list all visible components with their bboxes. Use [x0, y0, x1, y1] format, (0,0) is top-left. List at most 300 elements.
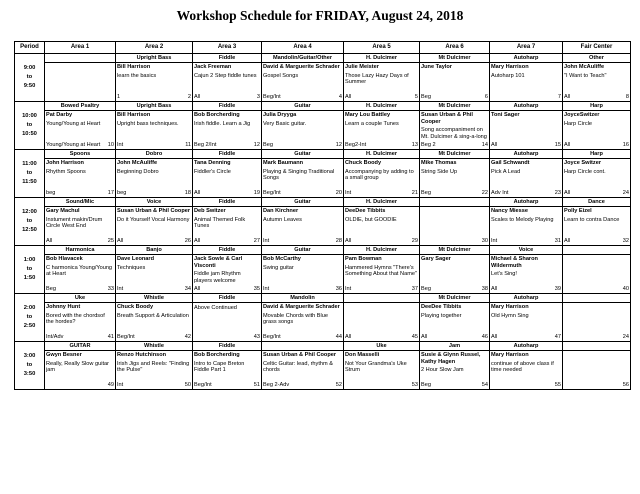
- cell-footer: [564, 94, 629, 101]
- workshop-number: 11: [185, 142, 191, 148]
- workshop-cell: [262, 102, 344, 150]
- cell-footer: [263, 94, 342, 101]
- level-label: All: [564, 142, 571, 148]
- workshop-cell: [490, 246, 563, 294]
- workshop-number: 10: [107, 142, 114, 148]
- instrument-label: H. Dulcimer: [344, 198, 419, 207]
- cell-footer: [263, 286, 342, 293]
- workshop-description: 2 Hour Slow Jam: [421, 367, 464, 374]
- level-label: All: [117, 238, 124, 244]
- workshop-cell: [344, 150, 420, 198]
- instrument-label: H. Dulcimer: [344, 246, 419, 255]
- teacher-name: Johnny Hunt: [46, 304, 81, 310]
- level-label: Beg/Int: [263, 190, 281, 196]
- level-label: Beg/Int: [263, 94, 281, 100]
- workshop-number: 33: [107, 286, 114, 292]
- instrument-label: Upright Bass: [116, 54, 192, 63]
- workshop-description: Young/Young at Heart: [46, 120, 101, 127]
- workshop-cell: [193, 246, 262, 294]
- workshop-cell: [420, 294, 490, 342]
- workshop-number: 39: [554, 286, 561, 292]
- period-time: 9:00: [23, 65, 36, 72]
- teacher-name: Bob Borcherding: [194, 352, 240, 358]
- cell-footer: [421, 190, 488, 197]
- workshop-cell: [563, 198, 631, 246]
- workshop-number: 52: [335, 382, 342, 388]
- cell-footer: [564, 334, 629, 341]
- cell-footer: [345, 334, 418, 341]
- level-label: Beg/Int: [117, 334, 135, 340]
- cell-footer: [491, 382, 561, 389]
- teacher-name: Gail Schwandt: [491, 160, 530, 166]
- instrument-label: [563, 246, 630, 255]
- level-label: Int: [117, 382, 124, 388]
- cell-footer: [117, 334, 191, 341]
- teacher-name: Mary Harrison: [491, 352, 529, 358]
- workshop-description: Fiddler's Circle: [194, 168, 231, 175]
- level-label: beg: [117, 190, 127, 196]
- level-label: All: [46, 238, 53, 244]
- period-time: 12:00: [22, 209, 37, 216]
- workshop-number: 34: [184, 286, 191, 292]
- workshop-number: 54: [481, 382, 488, 388]
- instrument-label: Guitar: [262, 102, 343, 111]
- workshop-description: Irish fiddle. Learn a Jig: [194, 120, 251, 127]
- level-label: All: [194, 238, 201, 244]
- instrument-label: [420, 198, 489, 207]
- instrument-label: Fiddle: [193, 102, 261, 111]
- cell-footer: [263, 382, 342, 389]
- workshop-description: Swing guitar: [263, 264, 294, 271]
- workshop-description: Pick A Lead: [491, 168, 521, 175]
- workshop-description: Animal Themed Folk Tunes: [194, 216, 246, 230]
- instrument-label: Harmonica: [45, 246, 115, 255]
- level-label: Beg: [421, 94, 431, 100]
- workshop-cell: [45, 246, 116, 294]
- workshop-description: Rhythm Spoons: [46, 168, 86, 175]
- workshop-number: 38: [481, 286, 488, 292]
- instrument-label: Spoons: [45, 150, 115, 159]
- workshop-number: 56: [622, 382, 629, 388]
- level-label: All: [345, 334, 352, 340]
- header-cell: Area 4: [262, 42, 344, 54]
- workshop-cell: [116, 102, 193, 150]
- cell-footer: [491, 94, 561, 101]
- workshop-description: OLDIE, but GOODIE: [345, 216, 397, 223]
- teacher-name: Susan Urban & Phil Cooper: [263, 352, 337, 358]
- cell-footer: [345, 382, 418, 389]
- cell-footer: [421, 334, 488, 341]
- instrument-label: Banjo: [116, 246, 192, 255]
- workshop-number: 28: [335, 238, 342, 244]
- instrument-label: Other: [563, 54, 630, 63]
- header-cell: Area 5: [344, 42, 420, 54]
- period-cell: [15, 246, 45, 294]
- workshop-number: 37: [411, 286, 418, 292]
- header-cell: Area 2: [116, 42, 193, 54]
- cell-footer: [117, 190, 191, 197]
- workshop-description: Playing together: [421, 312, 462, 319]
- workshop-cell: [344, 198, 420, 246]
- workshop-description: Song accompaniment on Mt. Dulcimer & sing-a-long: [421, 127, 487, 141]
- teacher-name: John Harrison: [46, 160, 84, 166]
- instrument-label: Jam: [420, 342, 489, 351]
- instrument-label: [344, 294, 419, 303]
- teacher-name: John McAuliffe: [564, 64, 605, 70]
- workshop-description: String Side Up: [421, 168, 458, 175]
- cell-footer: [194, 286, 260, 293]
- cell-footer: [564, 190, 629, 197]
- workshop-number: 31: [554, 238, 561, 244]
- level-label: All: [194, 94, 201, 100]
- level-label: Int: [263, 286, 270, 292]
- workshop-description: Autumn Leaves: [263, 216, 302, 223]
- period-time: to: [26, 122, 33, 129]
- workshop-number: 27: [253, 238, 260, 244]
- instrument-label: Autoharp: [490, 54, 562, 63]
- cell-footer: [263, 190, 342, 197]
- instrument-label: Autoharp: [490, 102, 562, 111]
- workshop-cell: [45, 150, 116, 198]
- level-label: Beg 2-Adv: [263, 382, 290, 388]
- instrument-label: Autoharp: [490, 150, 562, 159]
- instrument-label: Harp: [563, 150, 630, 159]
- workshop-cell: [490, 54, 563, 102]
- workshop-number: 47: [554, 334, 561, 340]
- instrument-label: Mt Dulcimer: [420, 102, 489, 111]
- workshop-cell: [490, 150, 563, 198]
- workshop-cell: [490, 294, 563, 342]
- workshop-number: 12: [253, 142, 260, 148]
- workshop-cell: [420, 54, 490, 102]
- cell-footer: [117, 238, 191, 245]
- workshop-number: 7: [557, 94, 561, 100]
- workshop-description: Those Lazy Hazy Days of Summer: [345, 72, 409, 86]
- workshop-number: 30: [481, 238, 488, 244]
- workshop-number: 15: [554, 142, 561, 148]
- instrument-label: Voice: [490, 246, 562, 255]
- instrument-label: [262, 342, 343, 351]
- period-time: 10:50: [22, 130, 37, 137]
- workshop-number: 55: [554, 382, 561, 388]
- level-label: All: [345, 94, 352, 100]
- workshop-description: Gospel Songs: [263, 72, 299, 79]
- teacher-name: DeeDee Tibbits: [345, 208, 386, 214]
- cell-footer: [117, 94, 191, 101]
- level-label: All: [564, 94, 571, 100]
- workshop-cell: [563, 102, 631, 150]
- level-label: Beg: [46, 286, 56, 292]
- teacher-name: Bill Harrison: [117, 112, 151, 118]
- period-time: to: [26, 266, 33, 273]
- workshop-number: 20: [335, 190, 342, 196]
- teacher-name: Tana Denning: [194, 160, 231, 166]
- header-cell: Area 1: [45, 42, 116, 54]
- workshop-description: Learn to contra Dance: [564, 216, 620, 223]
- cell-footer: [46, 190, 114, 197]
- instrument-label: Sound/Mic: [45, 198, 115, 207]
- instrument-label: Autoharp: [490, 198, 562, 207]
- teacher-name: Mike Thomas: [421, 160, 457, 166]
- period-time: 2:00: [23, 305, 36, 312]
- cell-footer: [117, 382, 191, 389]
- workshop-description: Movable Chords with Blue grass songs: [263, 312, 328, 326]
- cell-footer: [491, 238, 561, 245]
- teacher-name: Mary Lou Battley: [345, 112, 391, 118]
- workshop-cell: [262, 342, 344, 390]
- workshop-description: Cajun 2 Step fiddle tunes: [194, 72, 257, 79]
- teacher-name: Joyce Switzer: [564, 160, 601, 166]
- workshop-cell: [344, 342, 420, 390]
- period-time: to: [26, 362, 33, 369]
- period-time: 2:50: [23, 322, 36, 329]
- teacher-name: Don Masselli: [345, 352, 380, 358]
- period-time: 12:50: [22, 226, 37, 233]
- workshop-number: 50: [184, 382, 191, 388]
- level-label: beg: [46, 190, 56, 196]
- level-label: Int: [117, 286, 124, 292]
- workshop-cell: [262, 54, 344, 102]
- cell-footer: [345, 190, 418, 197]
- workshop-cell: [262, 150, 344, 198]
- workshop-number: 21: [411, 190, 418, 196]
- instrument-label: Fiddle: [193, 342, 261, 351]
- level-label: Beg: [421, 190, 431, 196]
- workshop-cell: [45, 54, 116, 102]
- instrument-label: H. Dulcimer: [344, 102, 419, 111]
- cell-footer: [345, 286, 418, 293]
- workshop-description: Let's Sing!: [491, 271, 517, 278]
- level-label: Beg: [421, 382, 431, 388]
- cell-footer: [46, 238, 114, 245]
- teacher-name: Dave Leonard: [117, 256, 154, 262]
- workshop-description: Hammered Hymns "There's Something About that Name": [345, 264, 417, 278]
- level-label: All: [564, 238, 571, 244]
- instrument-label: Mandolin: [262, 294, 343, 303]
- instrument-label: Mt Dulcimer: [420, 54, 489, 63]
- teacher-name: Gary Machul: [46, 208, 80, 214]
- workshop-description: Learn a couple Tunes: [345, 120, 399, 127]
- workshop-description: Upright bass techniques.: [117, 120, 179, 127]
- instrument-label: Fiddle: [193, 150, 261, 159]
- period-time: 1:50: [23, 274, 36, 281]
- workshop-cell: [193, 150, 262, 198]
- period-time: to: [26, 314, 33, 321]
- workshop-number: 35: [253, 286, 260, 292]
- workshop-description: Harp Circle cont.: [564, 168, 606, 175]
- header-cell: Area 7: [490, 42, 563, 54]
- workshop-number: 16: [622, 142, 629, 148]
- teacher-name: Bill Harrison: [117, 64, 151, 70]
- workshop-cell: [344, 54, 420, 102]
- teacher-name: Deb Switzer: [194, 208, 226, 214]
- level-label: Beg: [421, 286, 431, 292]
- instrument-label: Fiddle: [193, 294, 261, 303]
- cell-footer: [194, 238, 260, 245]
- period-time: to: [26, 218, 33, 225]
- workshop-number: 19: [253, 190, 260, 196]
- workshop-number: 25: [107, 238, 114, 244]
- level-label: Beg 2/Int: [194, 142, 217, 148]
- instrument-label: H. Dulcimer: [344, 54, 419, 63]
- workshop-description: Instument makin/Drum Circle West End: [46, 216, 103, 230]
- workshop-description: Celtic Guitar: lead, rhythm & chords: [263, 360, 333, 374]
- teacher-name: Bob McCarthy: [263, 256, 301, 262]
- workshop-cell: [563, 246, 631, 294]
- level-label: Young/Young at Heart: [46, 142, 101, 148]
- workshop-number: 22: [481, 190, 488, 196]
- teacher-name: Bob Hlavacek: [46, 256, 83, 262]
- workshop-number: 24: [622, 334, 629, 340]
- instrument-label: Fiddle: [193, 54, 261, 63]
- period-cell: [15, 198, 45, 246]
- workshop-number: 2: [187, 94, 191, 100]
- period-time: 11:00: [22, 161, 37, 168]
- workshop-cell: [563, 342, 631, 390]
- teacher-name: Renzo Hutchinson: [117, 352, 167, 358]
- header-cell: Period: [15, 42, 45, 54]
- cell-footer: [46, 94, 114, 101]
- instrument-label: Guitar: [262, 198, 343, 207]
- instrument-label: Whistle: [116, 294, 192, 303]
- level-label: Int: [345, 190, 352, 196]
- instrument-label: [45, 54, 115, 63]
- workshop-number: 46: [481, 334, 488, 340]
- workshop-cell: [563, 294, 631, 342]
- workshop-description: Intro to Cape Breton Fiddle Part 1: [194, 360, 245, 374]
- instrument-label: Mt Dulcimer: [420, 150, 489, 159]
- cell-footer: [491, 190, 561, 197]
- cell-footer: [194, 382, 260, 389]
- level-label: Int: [263, 238, 270, 244]
- instrument-label: Fiddle: [193, 246, 261, 255]
- period-time: 9:50: [23, 82, 36, 89]
- instrument-label: Uke: [45, 294, 115, 303]
- workshop-description: Techniques: [117, 264, 146, 271]
- cell-footer: [564, 286, 629, 293]
- teacher-name: Susan Urban & Phil Cooper: [421, 112, 473, 125]
- workshop-cell: [116, 246, 193, 294]
- workshop-description: C harmonica Young/Young at Heart: [46, 264, 113, 278]
- level-label: All: [194, 286, 201, 292]
- workshop-number: 8: [625, 94, 629, 100]
- workshop-cell: [344, 246, 420, 294]
- level-label: Beg 2: [421, 142, 436, 148]
- teacher-name: Bob Borcherding: [194, 112, 240, 118]
- cell-footer: [194, 94, 260, 101]
- level-label: All: [421, 334, 428, 340]
- period-time: 10:00: [22, 113, 37, 120]
- instrument-label: Harp: [563, 102, 630, 111]
- instrument-label: Guitar: [262, 150, 343, 159]
- cell-footer: [194, 334, 260, 341]
- workshop-number: 5: [414, 94, 418, 100]
- period-cell: [15, 150, 45, 198]
- workshop-description: Bored with the chordsof the hordes?: [46, 312, 105, 326]
- teacher-name: June Taylor: [421, 64, 452, 70]
- teacher-name: Gwyn Besner: [46, 352, 82, 358]
- teacher-name: Nancy Miesse: [491, 208, 529, 214]
- level-label: Adv Int: [491, 190, 509, 196]
- workshop-number: 6: [484, 94, 488, 100]
- teacher-name: David & Marguerite Schrader: [263, 304, 340, 310]
- teacher-name: Dan Kirchner: [263, 208, 299, 214]
- workshop-number: 51: [253, 382, 260, 388]
- workshop-cell: [116, 294, 193, 342]
- teacher-name: Mary Harrison: [491, 304, 529, 310]
- instrument-label: Fiddle: [193, 198, 261, 207]
- period-cell: [15, 54, 45, 102]
- header-row: [15, 42, 631, 54]
- cell-footer: [421, 286, 488, 293]
- teacher-name: David & Marguerite Schrader: [263, 64, 340, 70]
- header-cell: Fair Center: [563, 42, 631, 54]
- instrument-label: Guitar: [262, 246, 343, 255]
- time-slot-row: [15, 150, 631, 198]
- period-time: 11:50: [22, 178, 37, 185]
- time-slot-row: [15, 102, 631, 150]
- level-label: All: [491, 334, 498, 340]
- workshop-description: Autoharp 101: [491, 72, 525, 79]
- workshop-number: 3: [256, 94, 260, 100]
- workshop-cell: [193, 294, 262, 342]
- workshop-number: 23: [554, 190, 561, 196]
- cell-footer: [421, 94, 488, 101]
- cell-footer: [117, 286, 191, 293]
- instrument-label: Dance: [563, 198, 630, 207]
- teacher-name: DeeDee Tibbits: [421, 304, 462, 310]
- cell-footer: [491, 142, 561, 149]
- workshop-description: Above Continued: [194, 305, 237, 311]
- teacher-name: Susan Urban & Phil Cooper: [117, 208, 191, 214]
- workshop-number: 53: [411, 382, 418, 388]
- workshop-number: 17: [107, 190, 114, 196]
- level-label: Beg: [263, 142, 273, 148]
- period-time: 3:00: [23, 353, 36, 360]
- time-slot-row: [15, 54, 631, 102]
- teacher-name: Julia Dryyga: [263, 112, 297, 118]
- instrument-label: Mt Dulcimer: [420, 294, 489, 303]
- time-slot-row: [15, 294, 631, 342]
- cell-footer: [263, 334, 342, 341]
- cell-footer: [564, 238, 629, 245]
- period-cell: [15, 342, 45, 390]
- cell-footer: [263, 142, 342, 149]
- cell-footer: [345, 142, 418, 149]
- header-cell: Area 3: [193, 42, 262, 54]
- workshop-number: 29: [411, 238, 418, 244]
- period-cell: [15, 294, 45, 342]
- workshop-description: Irish Jigs and Reels: "Finding the Pulse": [117, 360, 190, 374]
- workshop-description: Beginning Dobro: [117, 168, 159, 175]
- workshop-cell: [262, 294, 344, 342]
- teacher-name: Susie & Glynn Russel, Kathy Hagen: [421, 352, 481, 365]
- workshop-number: 12: [335, 142, 342, 148]
- cell-footer: [46, 382, 114, 389]
- level-label: 1: [117, 94, 121, 100]
- workshop-cell: [420, 102, 490, 150]
- cell-footer: [194, 190, 260, 197]
- instrument-label: GUITAR: [45, 342, 115, 351]
- workshop-cell: [490, 198, 563, 246]
- workshop-cell: [420, 246, 490, 294]
- workshop-number: 41: [107, 334, 114, 340]
- workshop-number: 18: [184, 190, 191, 196]
- instrument-label: H. Dulcimer: [344, 150, 419, 159]
- teacher-name: Michael & Sharon Wildermuth: [491, 256, 538, 269]
- period-time: 3:50: [23, 370, 36, 377]
- teacher-name: Pam Bowman: [345, 256, 382, 262]
